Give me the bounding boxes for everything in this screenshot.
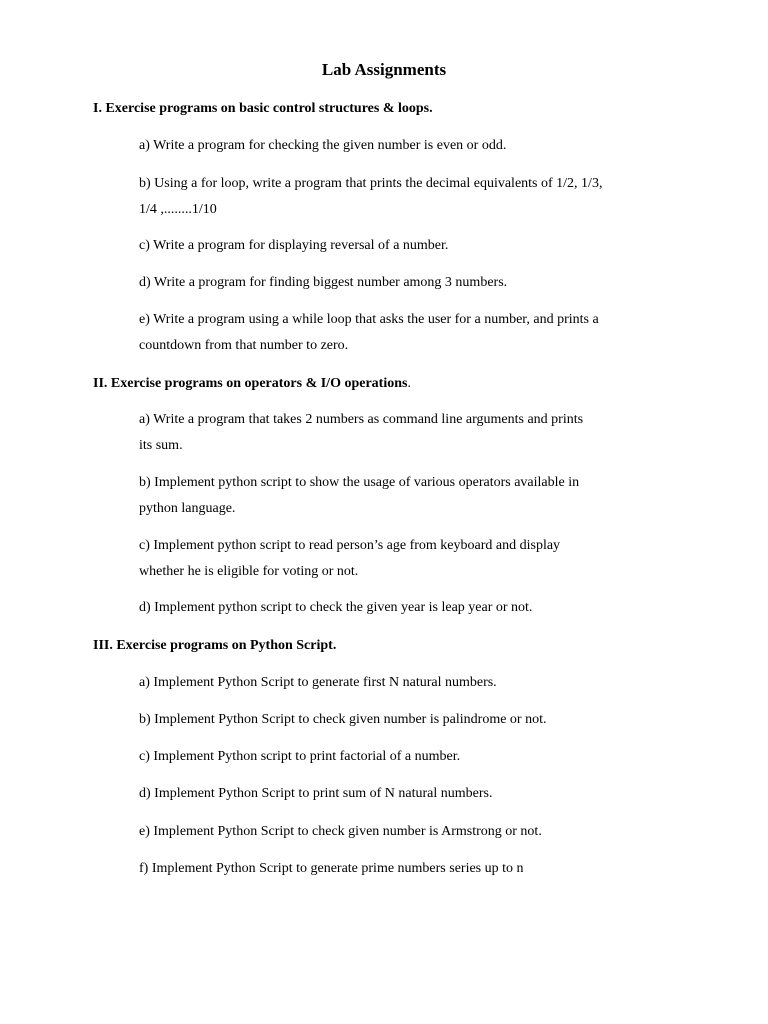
section-heading-text: II. Exercise programs on operators & I/O operations xyxy=(93,376,408,391)
item-line: f) Implement Python Script to generate prime numbers series up to n xyxy=(139,861,524,876)
item-line: c) Write a program for displaying reversal of a number. xyxy=(139,238,449,253)
list-item xyxy=(139,744,659,770)
section-heading-2 xyxy=(93,374,411,394)
item-line: d) Implement python script to check the given year is leap year or not. xyxy=(139,600,533,615)
list-item xyxy=(139,233,659,259)
list-item xyxy=(139,307,659,359)
item-line: b) Implement Python Script to check given number is palindrome or not. xyxy=(139,712,547,727)
item-line: d) Write a program for finding biggest number among 3 numbers. xyxy=(139,275,508,290)
item-line: its sum. xyxy=(139,438,183,453)
list-item xyxy=(139,171,659,223)
section-heading-text: III. Exercise programs on Python Script. xyxy=(93,638,337,653)
list-item xyxy=(139,856,659,882)
item-line: countdown from that number to zero. xyxy=(139,338,349,353)
section-heading-1 xyxy=(93,99,433,119)
list-item xyxy=(139,670,659,696)
item-line: d) Implement Python Script to print sum of N natural numbers. xyxy=(139,786,493,801)
section-heading-3 xyxy=(93,636,336,656)
item-line: a) Write a program for checking the given number is even or odd. xyxy=(139,138,507,153)
item-line: python language. xyxy=(139,501,236,516)
item-line: c) Implement python script to read person’s age from keyboard and display xyxy=(139,538,561,553)
list-item xyxy=(139,133,659,159)
list-item xyxy=(139,407,659,459)
list-item xyxy=(139,781,659,807)
item-line: whether he is eligible for voting or not. xyxy=(139,564,359,579)
item-line: e) Write a program using a while loop that asks the user for a number, and prints a xyxy=(139,312,599,327)
list-item xyxy=(139,819,659,845)
item-line: a) Write a program that takes 2 numbers as command line arguments and prints xyxy=(139,412,584,427)
item-line: b) Using a for loop, write a program that prints the decimal equivalents of 1/2, 1/3, xyxy=(139,176,603,191)
list-item xyxy=(139,707,659,733)
item-line: b) Implement python script to show the usage of various operators available in xyxy=(139,475,580,490)
section-heading-suffix: . xyxy=(407,376,411,391)
list-item xyxy=(139,533,659,585)
item-line: 1/4 ,........1/10 xyxy=(139,202,217,217)
item-line: e) Implement Python Script to check given number is Armstrong or not. xyxy=(139,824,542,839)
document-title: Lab Assignments xyxy=(321,60,447,79)
list-item xyxy=(139,470,659,522)
list-item xyxy=(139,595,659,621)
item-line: c) Implement Python script to print factorial of a number. xyxy=(139,749,461,764)
section-heading-text: I. Exercise programs on basic control structures & loops. xyxy=(93,101,433,116)
item-line: a) Implement Python Script to generate first N natural numbers. xyxy=(139,675,497,690)
list-item xyxy=(139,270,659,296)
